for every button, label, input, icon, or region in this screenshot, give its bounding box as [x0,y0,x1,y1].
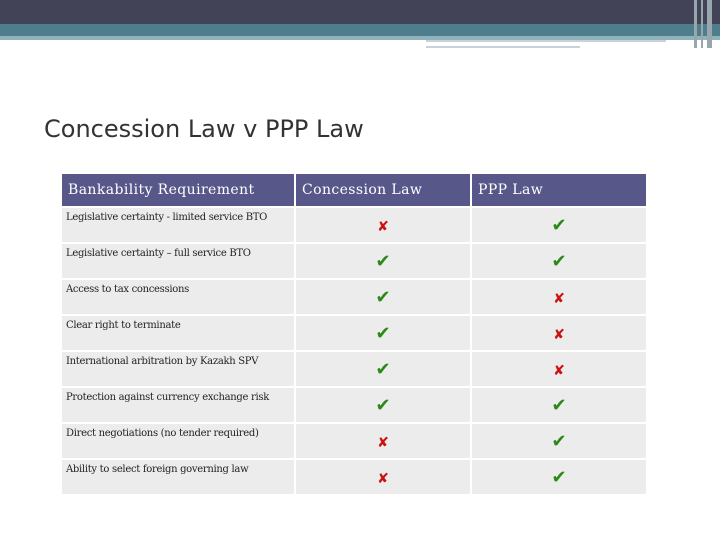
ppp-cell [472,424,646,458]
cross-mark-icon: ✘ [553,362,565,379]
cross-mark-icon: ✘ [377,434,389,451]
table-row [62,244,646,278]
concession-cell [296,460,470,494]
requirement-cell: Protection against currency exchange risk [62,388,294,422]
ppp-cell [472,244,646,278]
cross-mark-icon: ✘ [377,470,389,487]
check-mark-icon: ✔ [551,214,567,236]
check-mark-icon: ✔ [551,394,567,416]
check-mark-icon: ✔ [375,394,391,416]
top-teal-band [0,24,720,36]
ppp-cell [472,352,646,386]
requirement-cell: Direct negotiations (no tender required) [62,424,294,458]
table-row [62,424,646,458]
cross-mark-icon: ✘ [553,326,565,343]
decorative-stripe [707,0,712,48]
concession-cell [296,244,470,278]
table-body [62,208,646,494]
decorative-line [426,40,666,42]
requirement-cell: Legislative certainty - limited service BTO [62,208,294,242]
requirement-cell: Access to tax concessions [62,280,294,314]
ppp-cell [472,280,646,314]
requirement-cell: Clear right to terminate [62,316,294,350]
comparison-table [60,172,648,496]
slide-title: Concession Law v PPP Law [44,115,364,143]
check-mark-icon: ✔ [551,466,567,488]
ppp-cell [472,208,646,242]
header-ppp-law: PPP Law [472,174,646,206]
decorative-line [426,46,580,48]
check-mark-icon: ✔ [375,250,391,272]
concession-cell [296,316,470,350]
concession-cell [296,424,470,458]
table-row [62,388,646,422]
requirement-cell: Legislative certainty – full service BTO [62,244,294,278]
decorative-stripe [701,0,703,48]
ppp-cell [472,388,646,422]
check-mark-icon: ✔ [375,286,391,308]
check-mark-icon: ✔ [375,358,391,380]
decorative-stripe [694,0,697,48]
check-mark-icon: ✔ [551,430,567,452]
check-mark-icon: ✔ [375,322,391,344]
concession-cell [296,208,470,242]
check-mark-icon: ✔ [551,250,567,272]
requirement-cell: International arbitration by Kazakh SPV [62,352,294,386]
ppp-cell [472,460,646,494]
concession-cell [296,388,470,422]
top-dark-band [0,0,720,24]
header-concession-law: Concession Law [296,174,470,206]
header-requirement: Bankability Requirement [62,174,294,206]
cross-mark-icon: ✘ [377,218,389,235]
table-row [62,460,646,494]
table-row [62,280,646,314]
table-row [62,208,646,242]
cross-mark-icon: ✘ [553,290,565,307]
table-header-row [62,174,646,206]
concession-cell [296,280,470,314]
table-row [62,316,646,350]
ppp-cell [472,316,646,350]
table-row [62,352,646,386]
requirement-cell: Ability to select foreign governing law [62,460,294,494]
concession-cell [296,352,470,386]
